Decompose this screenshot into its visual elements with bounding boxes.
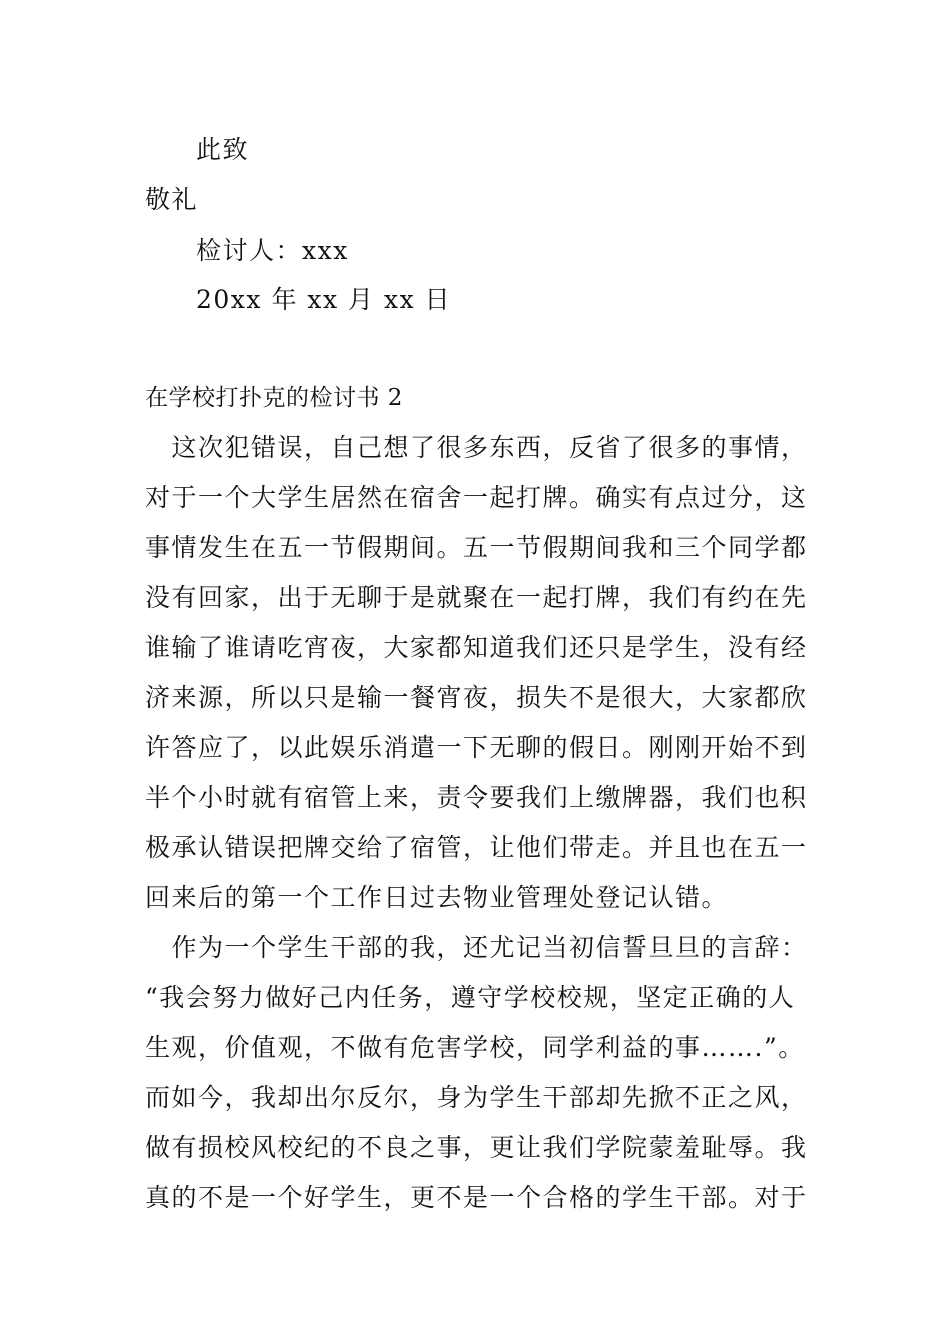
date-line: 20xx 年 xx 月 xx 日 [196,285,452,314]
paragraph-line: 对于一个大学生居然在宿舍一起打牌。确实有点过分，这 [145,483,808,512]
paragraph-line: 做有损校风校纪的不良之事，更让我们学院蒙羞耻辱。我 [145,1133,808,1162]
paragraph-line: 回来后的第一个工作日过去物业管理处登记认错。 [145,883,729,912]
paragraph-line: 谁输了谁请吃宵夜，大家都知道我们还只是学生，没有经 [145,633,808,662]
paragraph-line: 而如今，我却出尔反尔，身为学生干部却先掀不正之风， [145,1083,808,1112]
paragraph-line: “我会努力做好己内任务，遵守学校校规，坚定正确的人 [145,983,796,1012]
paragraph-line: 生观，价值观，不做有危害学校，同学利益的事…….”。 [145,1033,805,1062]
paragraph-line: 真的不是一个好学生，更不是一个合格的学生干部。对于 [145,1183,808,1212]
paragraph-line: 这次犯错误，自己想了很多东西，反省了很多的事情， [145,433,808,462]
closing-salutation-2: 敬礼 [145,185,199,214]
signer-line: 检讨人：xxx [196,236,349,265]
paragraph-line: 许答应了，以此娱乐消遣一下无聊的假日。刚刚开始不到 [145,733,808,762]
closing-salutation-1: 此致 [196,135,250,164]
paragraph-line: 半个小时就有宿管上来，责令要我们上缴牌器，我们也积 [145,783,808,812]
paragraph-line: 济来源，所以只是输一餐宵夜，损失不是很大，大家都欣 [145,683,808,712]
paragraph-line: 没有回家，出于无聊于是就聚在一起打牌，我们有约在先 [145,583,808,612]
paragraph-line: 事情发生在五一节假期间。五一节假期间我和三个同学都 [145,533,808,562]
section-title: 在学校打扑克的检讨书 2 [145,385,403,411]
paragraph-line: 作为一个学生干部的我，还尤记当初信誓旦旦的言辞： [145,933,808,962]
paragraph-line: 极承认错误把牌交给了宿管，让他们带走。并且也在五一 [145,833,808,862]
